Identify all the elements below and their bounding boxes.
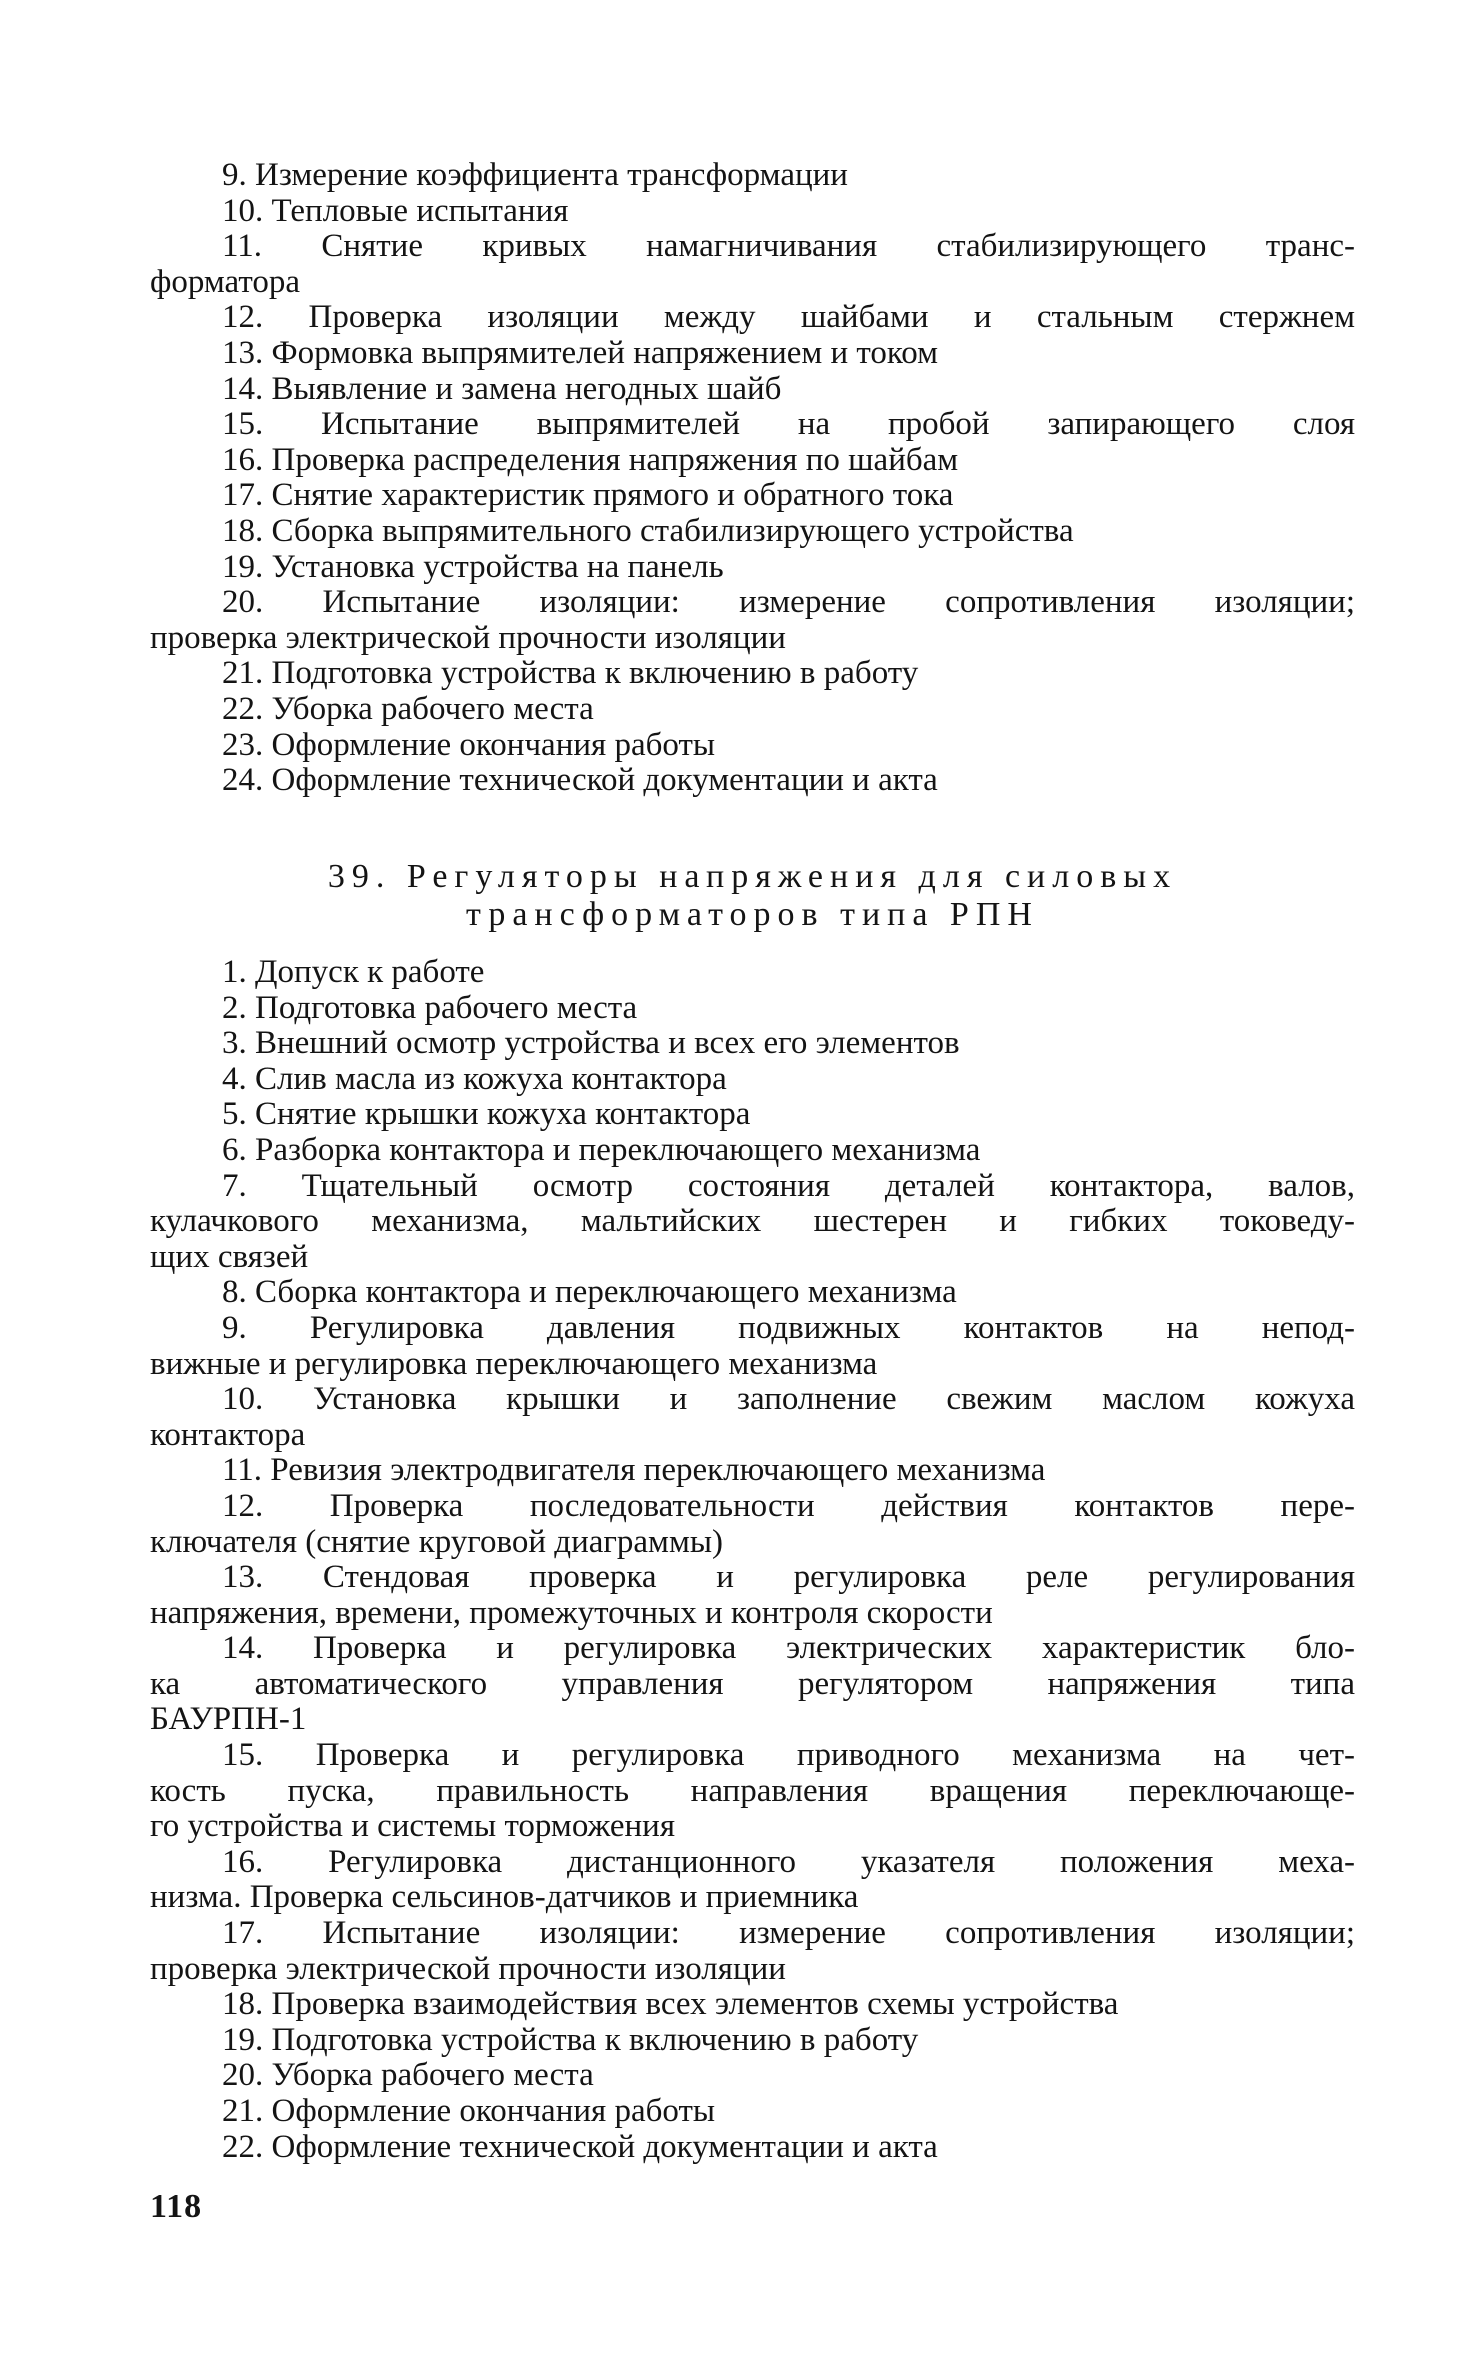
list-line: 8. Сборка контактора и переключающего механизма: [222, 1275, 957, 1311]
list-line: 19. Установка устройства на панель: [222, 549, 724, 585]
list-line: 6. Разборка контактора и переключающего механизма: [222, 1132, 981, 1168]
list-line: го устройства и системы торможения: [150, 1809, 676, 1845]
list-line: 23. Оформление окончания работы: [222, 727, 716, 763]
list-line: 22. Оформление технической документации и акта: [222, 2129, 938, 2165]
list-line: вижные и регулировка переключающего механизма: [150, 1346, 878, 1382]
list-line: проверка электрической прочности изоляции: [150, 1951, 786, 1987]
list-line: щих связей: [150, 1239, 309, 1275]
list-line: кулачкового механизма, мальтийских шестерен и гибких токоведу-: [150, 1204, 1355, 1240]
list-line: 11. Снятие кривых намагничивания стабилизирующего транс-: [222, 229, 1355, 265]
list-line: 21. Подготовка устройства к включению в работу: [222, 656, 919, 692]
list-line: напряжения, времени, промежуточных и контроля скорости: [150, 1595, 993, 1631]
list-line: ключателя (снятие круговой диаграммы): [150, 1524, 723, 1560]
list-line: 3. Внешний осмотр устройства и всех его элементов: [222, 1026, 960, 1062]
section-heading-line-2: трансформаторов типа РПН: [466, 896, 1039, 933]
list-line: 16. Регулировка дистанционного указателя положения меха-: [222, 1844, 1355, 1880]
list-line: 18. Сборка выпрямительного стабилизирующего устройства: [222, 513, 1074, 549]
page-number: 118: [150, 2188, 203, 2225]
list-line: 13. Формовка выпрямителей напряжением и током: [222, 335, 939, 371]
list-line: 15. Проверка и регулировка приводного механизма на чет-: [222, 1738, 1355, 1774]
list-line: 10. Установка крышки и заполнение свежим маслом кожуха: [222, 1382, 1355, 1418]
list-line: низма. Проверка сельсинов-датчиков и приемника: [150, 1880, 859, 1916]
list-line: 17. Испытание изоляции: измерение сопротивления изоляции;: [222, 1916, 1355, 1952]
list-line: 14. Проверка и регулировка электрических характеристик бло-: [222, 1631, 1355, 1667]
list-line: кость пуска, правильность направления вращения переключающе-: [150, 1773, 1355, 1809]
list-line: 10. Тепловые испытания: [222, 193, 569, 229]
list-line: 16. Проверка распределения напряжения по шайбам: [222, 442, 959, 478]
list-line: 20. Уборка рабочего места: [222, 2058, 594, 2094]
list-line: форматора: [150, 264, 300, 300]
section-heading-line-1: 39. Регуляторы напряжения для силовых: [327, 858, 1178, 895]
operations-list-rpn: [150, 955, 1355, 2165]
list-line: 15. Испытание выпрямителей на пробой запирающего слоя: [222, 407, 1355, 443]
list-line: 5. Снятие крышки кожуха контактора: [222, 1097, 751, 1133]
list-line: 4. Слив масла из кожуха контактора: [222, 1061, 727, 1097]
list-line: ка автоматического управления регулятором напряжения типа: [150, 1666, 1355, 1702]
list-line: 12. Проверка последовательности действия контактов пере-: [222, 1488, 1355, 1524]
section-heading: [150, 858, 1355, 934]
list-line: 24. Оформление технической документации и акта: [222, 763, 938, 799]
list-line: контактора: [150, 1417, 306, 1453]
list-line: 19. Подготовка устройства к включению в работу: [222, 2022, 919, 2058]
list-line: 20. Испытание изоляции: измерение сопротивления изоляции;: [222, 585, 1355, 621]
list-line: 11. Ревизия электродвигателя переключающего механизма: [222, 1453, 1046, 1489]
list-line: 7. Тщательный осмотр состояния деталей контактора, валов,: [222, 1168, 1355, 1204]
list-line: 13. Стендовая проверка и регулировка реле регулирования: [222, 1560, 1355, 1596]
list-line: БАУРПН-1: [150, 1702, 307, 1738]
list-line: 2. Подготовка рабочего места: [222, 990, 638, 1026]
list-line: 1. Допуск к работе: [222, 955, 485, 990]
list-line: 9. Регулировка давления подвижных контактов на непод-: [222, 1310, 1355, 1346]
list-line: 21. Оформление окончания работы: [222, 2094, 716, 2129]
list-line: 17. Снятие характеристик прямого и обратного тока: [222, 478, 954, 514]
list-line: 22. Уборка рабочего места: [222, 691, 594, 727]
list-line: 14. Выявление и замена негодных шайб: [222, 371, 782, 407]
list-line: 12. Проверка изоляции между шайбами и стальным стержнем: [222, 300, 1355, 336]
list-line: проверка электрической прочности изоляции: [150, 620, 786, 656]
list-line: 9. Измерение коэффициента трансформации: [222, 158, 848, 193]
list-line: 18. Проверка взаимодействия всех элементов схемы устройства: [222, 1987, 1119, 2023]
operations-list-continued: [150, 158, 1355, 799]
